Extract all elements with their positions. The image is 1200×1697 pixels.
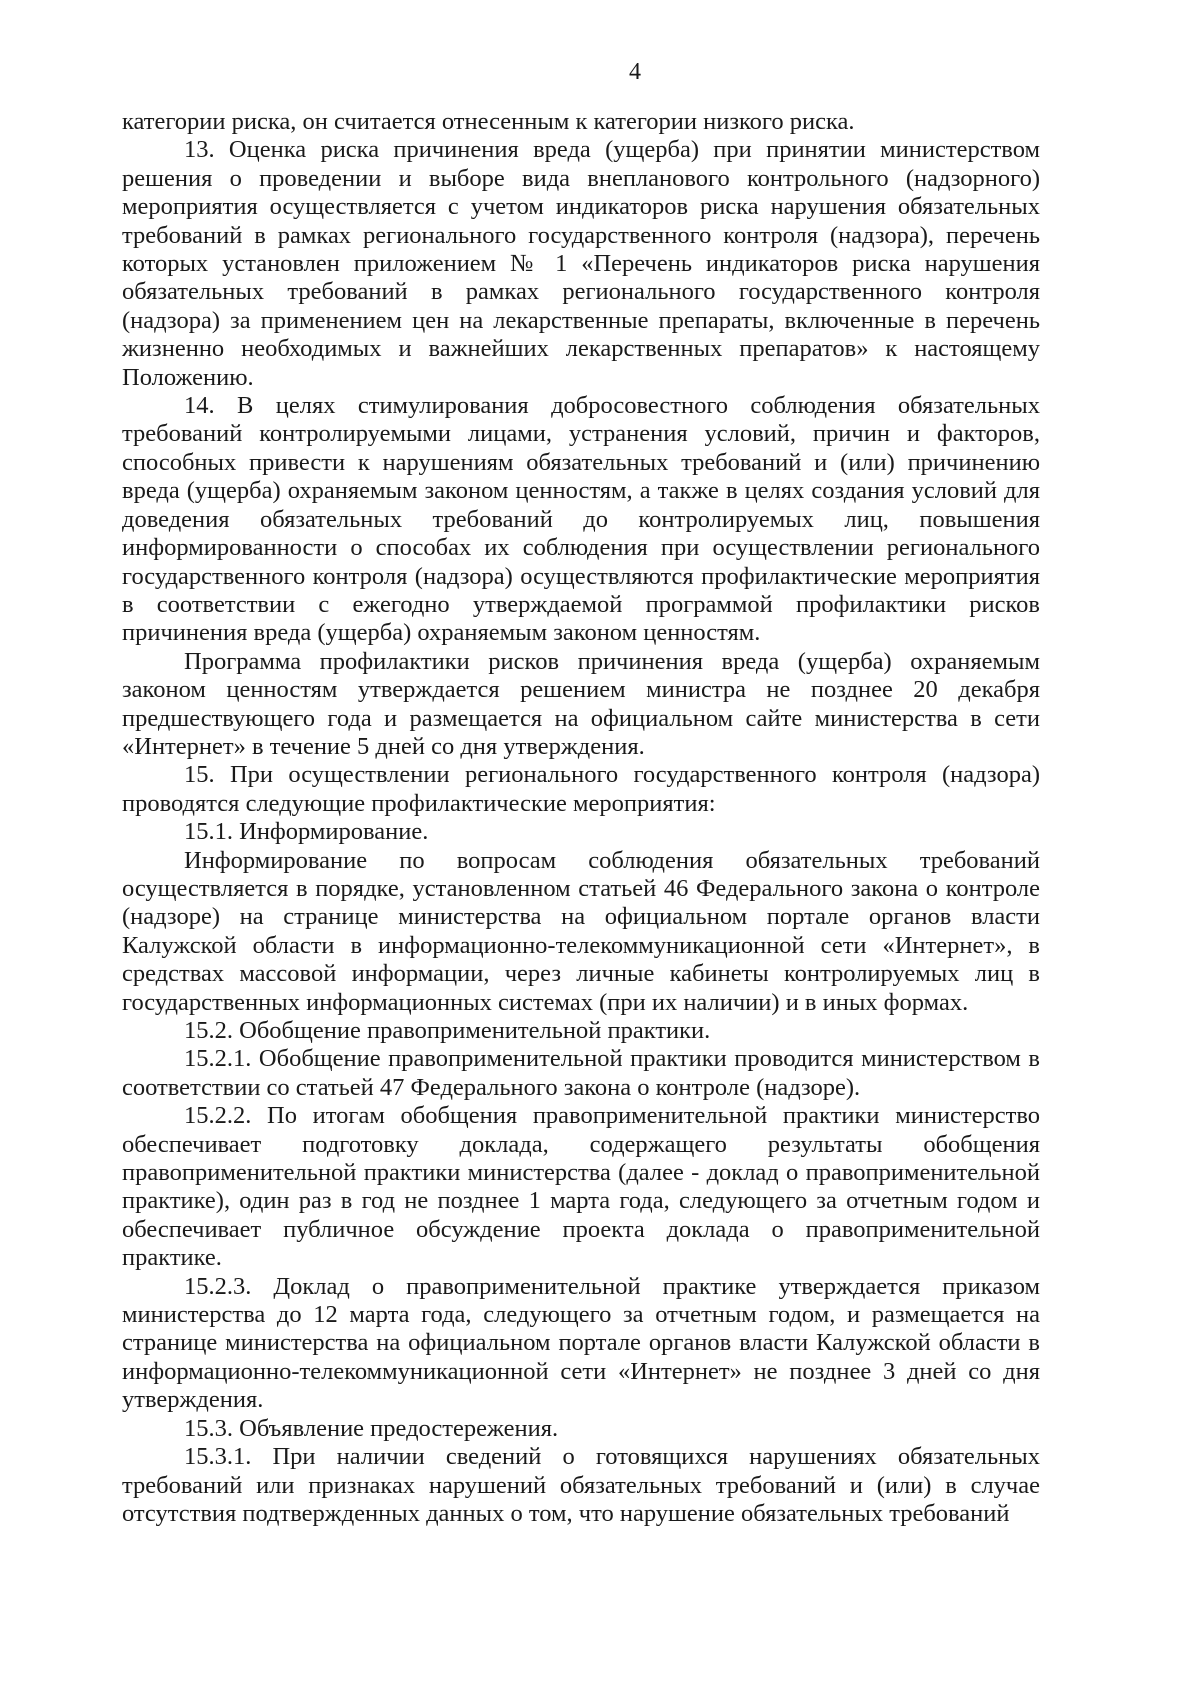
paragraph-13: 13. Оценка риска причинения вреда (ущерба) при принятии министерством решения о проведении и выборе вида внепланового контрольного (надзорного) мероприятия осуществляется с учетом индикаторов риска нарушения обязательных требований в рамках регионального государственного контроля (надзора), перечень которых установлен приложением № 1 «Перечень индикаторов риска нарушения обязательных требований в рамках регионального государственного контроля (надзора) за применением цен на лекарственные препараты, включенные в перечень жизненно необходимых и важнейших лекарственных препаратов» к настоящему Положению. xyxy=(122,136,1040,391)
document-body xyxy=(122,108,1040,1528)
paragraph-prevention-program: Программа профилактики рисков причинения вреда (ущерба) охраняемым законом ценностям утверждается решением министра не позднее 20 декабря предшествующего года и размещается на официальном сайте министерства в сети «Интернет» в течение 5 дней со дня утверждения. xyxy=(122,647,1040,760)
paragraph-informing: Информирование по вопросам соблюдения обязательных требований осуществляется в порядке, установленном статьей 46 Федерального закона о контроле (надзоре) на странице министерства на официальном портале органов власти Калужской области в информационно-телекоммуникационной сети «Интернет», в средствах массовой информации, через личные кабинеты контролируемых лиц в государственных информационных системах (при их наличии) и в иных формах. xyxy=(122,846,1040,1016)
paragraph-15-2-3: 15.2.3. Доклад о правоприменительной практике утверждается приказом министерства до 12 марта года, следующего за отчетным годом, и размещается на странице министерства на официальном портале органов власти Калужской области в информационно-телекоммуникационной сети «Интернет» не позднее 3 дней со дня утверждения. xyxy=(122,1272,1040,1414)
paragraph-continuation: категории риска, он считается отнесенным к категории низкого риска. xyxy=(122,108,855,135)
paragraph-15-3: 15.3. Объявление предостережения. xyxy=(184,1414,559,1442)
paragraph-14: 14. В целях стимулирования добросовестного соблюдения обязательных требований контролируемыми лицами, устранения условий, причин и факторов, способных привести к нарушениям обязательных требований и (или) причинению вреда (ущерба) охраняемым законом ценностям, а также в целях создания условий для доведения обязательных требований до контролируемых лиц, повышения информированности о способах их соблюдения при осуществлении регионального государственного контроля (надзора) осуществляются профилактические мероприятия в соответствии с ежегодно утверждаемой программой профилактики рисков причинения вреда (ущерба) охраняемым законом ценностям. xyxy=(122,392,1040,647)
page-number: 4 xyxy=(629,59,641,85)
paragraph-15-3-1: 15.3.1. При наличии сведений о готовящихся нарушениях обязательных требований или признаках нарушений обязательных требований и (или) в случае отсутствия подтвержденных данных о том, что нарушение обязательных требований xyxy=(122,1443,1040,1527)
paragraph-15-1: 15.1. Информирование. xyxy=(184,818,429,846)
paragraph-15-2-2: 15.2.2. По итогам обобщения правоприменительной практики министерство обеспечивает подготовку доклада, содержащего результаты обобщения правоприменительной практики министерства (далее - доклад о правоприменительной практике), один раз в год не позднее 1 марта года, следующего за отчетным годом и обеспечивает публичное обсуждение проекта доклада о правоприменительной практике. xyxy=(122,1102,1040,1272)
paragraph-15: 15. При осуществлении регионального государственного контроля (надзора) проводятся следующие профилактические мероприятия: xyxy=(122,761,1040,817)
paragraph-15-2: 15.2. Обобщение правоприменительной практики. xyxy=(184,1017,711,1044)
paragraph-15-2-1: 15.2.1. Обобщение правоприменительной практики проводится министерством в соответствии со статьей 47 Федерального закона о контроле (надзоре). xyxy=(122,1045,1040,1101)
